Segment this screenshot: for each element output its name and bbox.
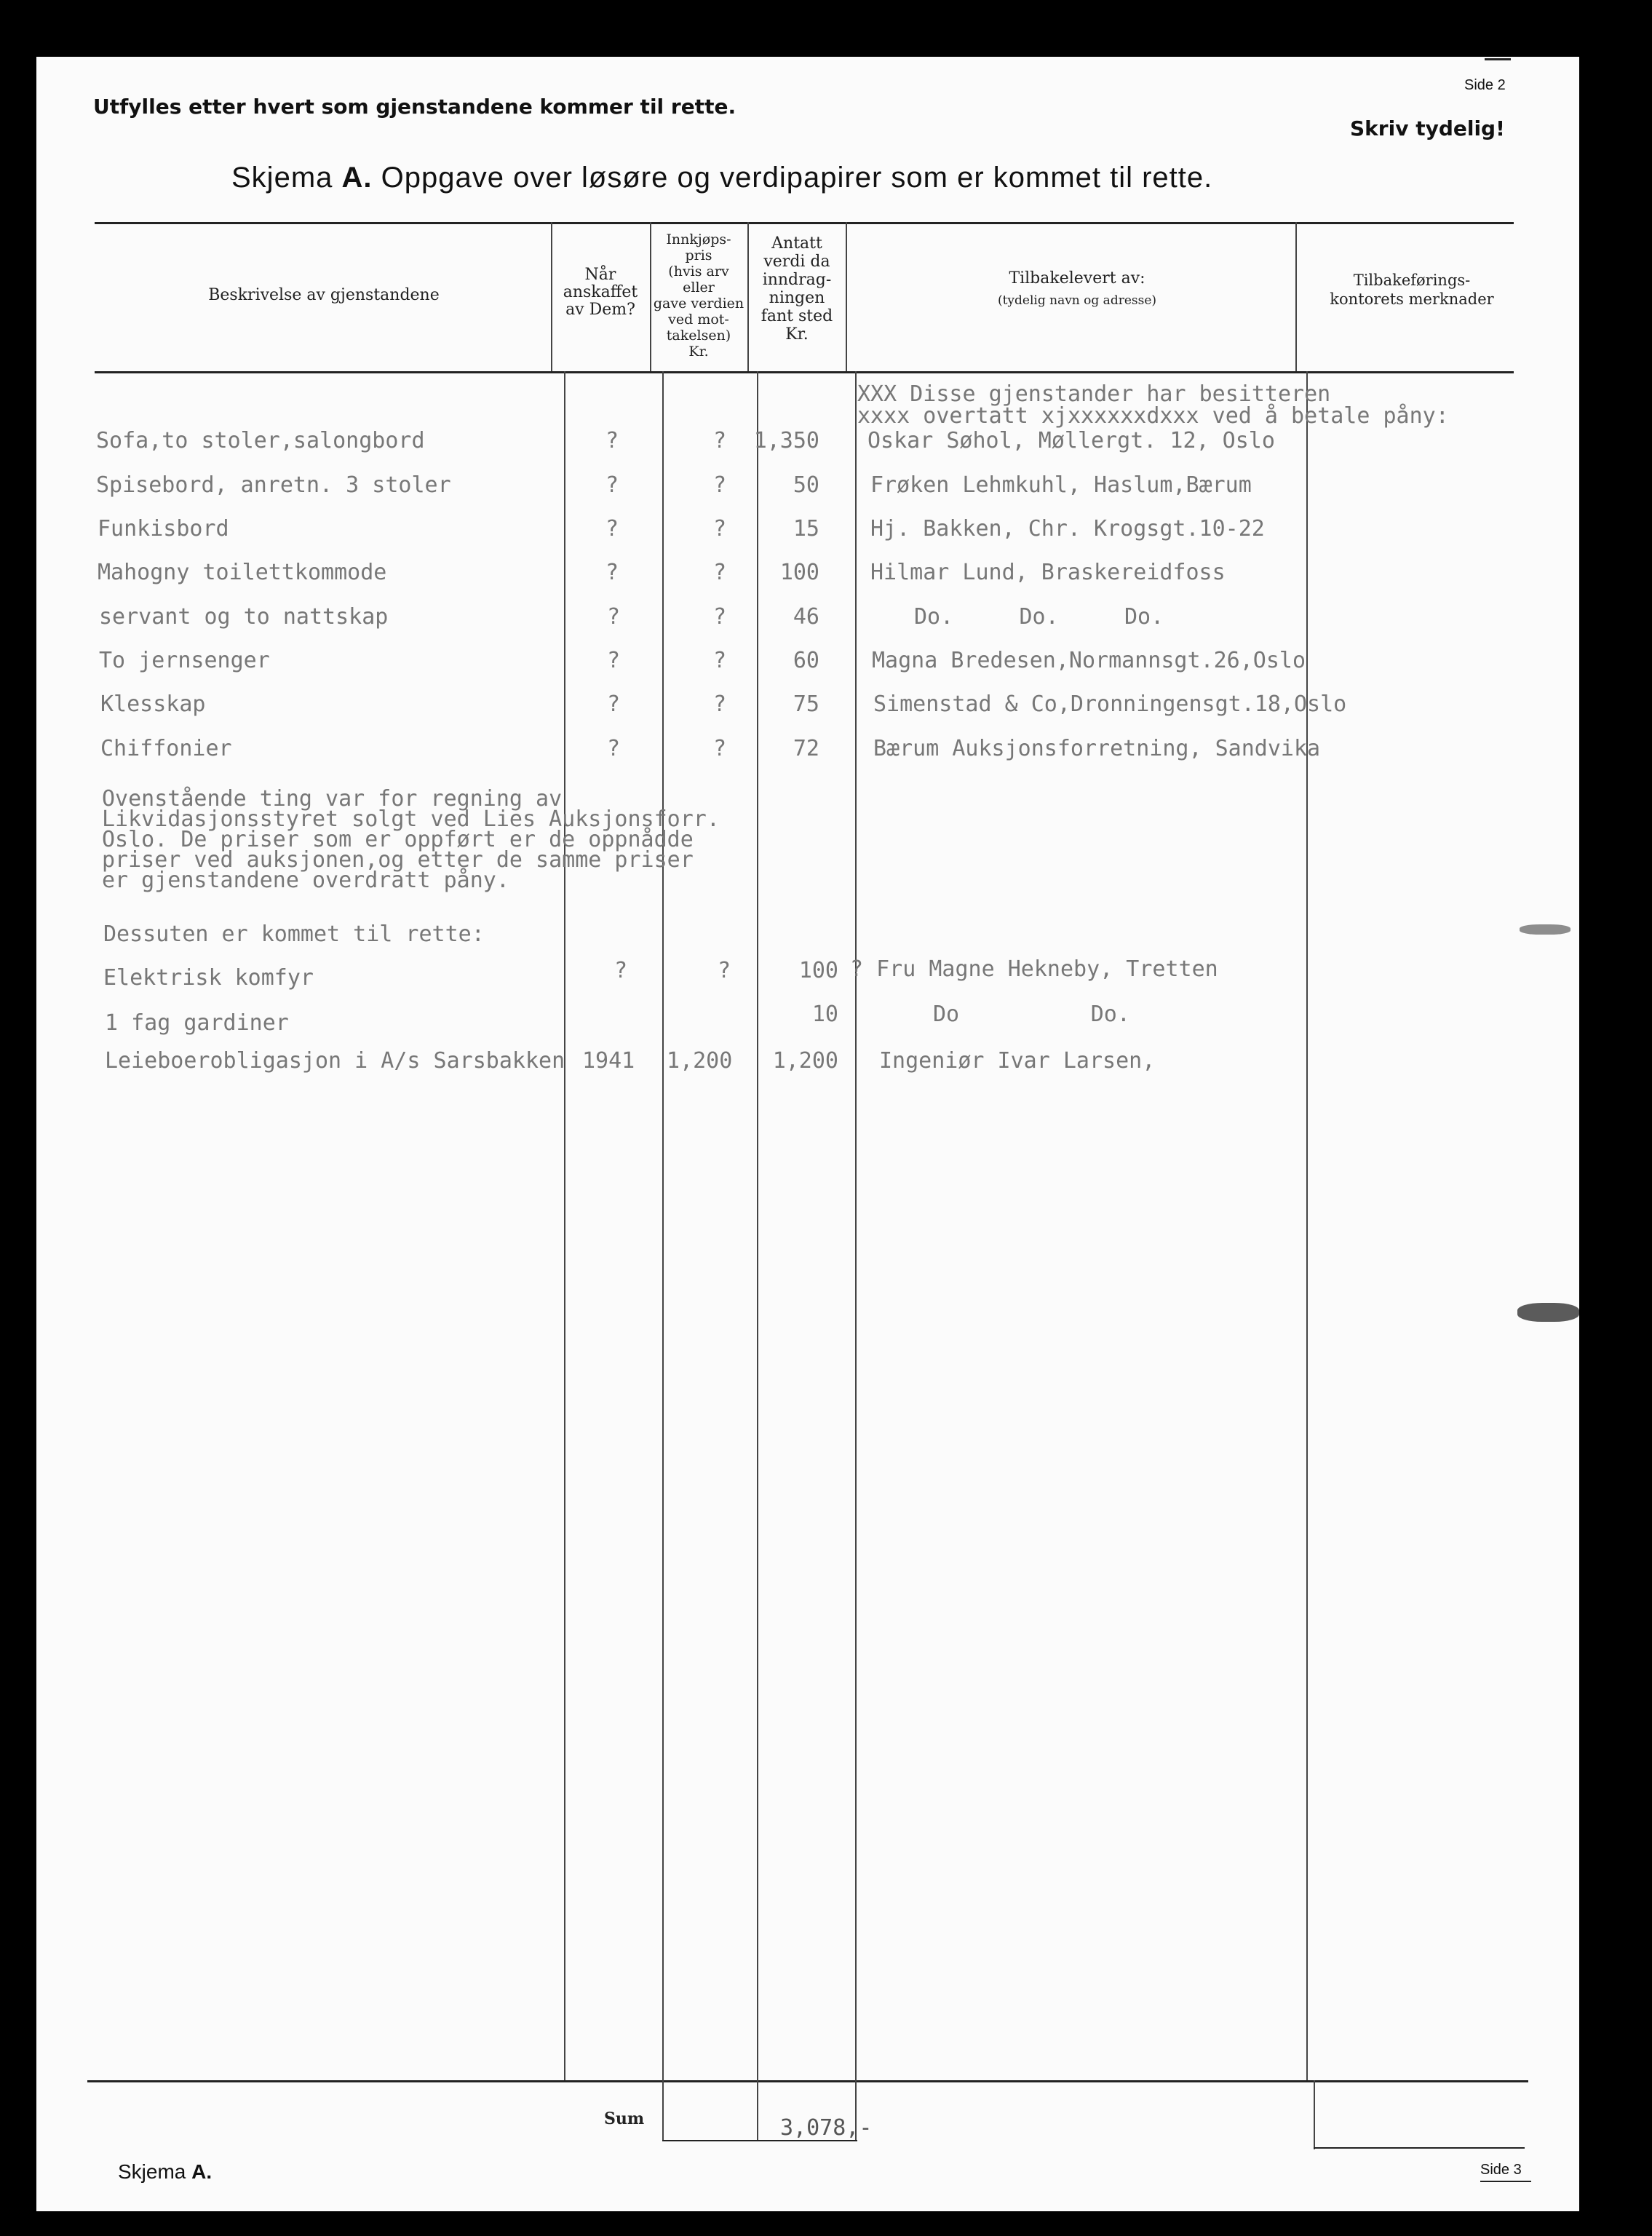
form-page (36, 57, 1579, 2211)
item-returned-by: Magna Bredesen,Normannsgt.26,Oslo (872, 648, 1306, 673)
item-returned-by: Ingeniør Ivar Larsen, (879, 1048, 1156, 1074)
item-acquired: ? (607, 736, 621, 761)
paragraph-line: priser ved auksjonen,og etter de samme priser (102, 847, 694, 873)
note-line-2: xxxx overtatt xjxxxxxxdxxx ved å betale påny: (857, 403, 1449, 429)
form-title-letter: A. (341, 162, 373, 194)
form-title (231, 162, 1212, 194)
top-instruction: Utfylles etter hvert som gjenstandene kommer til rette. (93, 95, 736, 119)
item-returned-by: Simenstad & Co,Dronningensgt.18,Oslo (873, 691, 1347, 717)
col-header-returned-by-sub: (tydelig navn og adresse) (997, 293, 1157, 308)
item-purchase-price: ? (713, 736, 727, 761)
item-value: 75 (793, 691, 819, 717)
col-header-acquired: Når anskaffet av Dem? (563, 266, 638, 319)
item-acquired: 1941 (582, 1048, 635, 1074)
page-number-underline (1480, 2181, 1531, 2182)
item-purchase-price: 1,200 (667, 1048, 733, 1074)
table-top-rule (95, 222, 1514, 224)
col-header-returned-by: Tilbakelevert av: (1009, 269, 1145, 288)
item-purchase-price: ? (713, 691, 727, 717)
item-acquired: ? (605, 472, 619, 498)
remarks-box-bottom (1314, 2147, 1525, 2149)
col-divider-3 (757, 371, 758, 2140)
col-header-description: Beskrivelse av gjenstandene (208, 286, 440, 304)
item-acquired: ? (607, 691, 621, 717)
write-clearly-note: Skriv tydelig! (1350, 116, 1505, 140)
item-description: Elektrisk komfyr (103, 965, 314, 991)
page-number-top: Side 2 (1464, 77, 1506, 93)
item-description: Leieboerobligasjon i A/s Sarsbakken (105, 1048, 565, 1074)
item-description: To jernsenger (99, 648, 270, 673)
item-description: Mahogny toilettkommode (98, 560, 387, 585)
item-value: 1,350 (753, 428, 819, 453)
item-value: 10 (811, 1002, 838, 1027)
item-description: Sofa,to stoler,salongbord (96, 428, 425, 453)
item-value: 100 (779, 560, 819, 585)
item-returned-by: Do Do. (933, 1002, 1130, 1027)
item-description: Funkisbord (98, 516, 229, 542)
item-returned-by: Frøken Lehmkuhl, Haslum,Bærum (870, 472, 1252, 498)
item-purchase-price: ? (713, 428, 727, 453)
col-divider-5-head (1295, 222, 1297, 371)
item-description: servant og to nattskap (99, 604, 389, 630)
item-acquired: ? (607, 648, 621, 673)
item-value: 46 (793, 604, 819, 630)
item-value: 60 (793, 648, 819, 673)
form-title-prefix: Skjema (231, 162, 333, 194)
col-divider-1-head (551, 222, 552, 371)
col-header-office-remarks: Tilbakeførings- kontorets merknader (1330, 271, 1494, 308)
note-line-1: XXX Disse gjenstander har besitteren (857, 381, 1331, 407)
item-value: 1,200 (772, 1048, 838, 1074)
item-description: Chiffonier (100, 736, 232, 761)
item-returned-by: Oskar Søhol, Møllergt. 12, Oslo (867, 428, 1275, 453)
paragraph-line: er gjenstandene overdratt påny. (102, 868, 509, 893)
scan-smudge (1517, 1303, 1579, 1322)
item-acquired: ? (605, 560, 619, 585)
corner-mark (1485, 58, 1511, 60)
item-acquired: ? (605, 428, 619, 453)
table-bottom-rule (87, 2080, 1528, 2082)
item-returned-by: Do. Do. Do. (914, 604, 1164, 630)
col-header-estimated-value: Antatt verdi da inndrag- ningen fant sted Kr. (761, 234, 833, 344)
col-divider-4 (855, 371, 857, 2140)
item-purchase-price: ? (713, 472, 727, 498)
col-header-purchase-price: Innkjøps- pris (hvis arv eller gave verdien ved mot- takelsen) Kr. (653, 231, 744, 360)
header-bottom-rule (95, 371, 1514, 373)
item-purchase-price: ? (713, 648, 727, 673)
sum-value: 3,078,- (780, 2115, 873, 2141)
item-returned-by: Hj. Bakken, Chr. Krogsgt.10-22 (870, 516, 1265, 542)
item-purchase-price: ? (718, 958, 731, 983)
footer-form-letter: A. (191, 2160, 213, 2183)
item-value: 100 (798, 958, 838, 983)
item-purchase-price: ? (713, 560, 727, 585)
also-returned-heading: Dessuten er kommet til rette: (103, 921, 485, 947)
footer-form-label (118, 2160, 212, 2184)
col-divider-2 (662, 371, 664, 2140)
paragraph-line: Likvidasjonsstyret solgt ved Lies Auksjonsforr. (102, 806, 720, 832)
paragraph-line: Oslo. De priser som er oppført er de oppnådde (102, 827, 694, 852)
col-divider-1 (564, 371, 565, 2080)
item-acquired: ? (614, 958, 628, 983)
paragraph-line: Ovenstående ting var for regning av (102, 786, 563, 812)
auction-paragraph (102, 786, 720, 893)
item-acquired: ? (607, 604, 621, 630)
item-purchase-price: ? (713, 516, 727, 542)
footer-form-prefix: Skjema (118, 2160, 186, 2183)
col-divider-4-head (846, 222, 847, 371)
item-acquired: ? (605, 516, 619, 542)
col-divider-3-head (747, 222, 749, 371)
item-returned-by: ? Fru Magne Hekneby, Tretten (850, 956, 1218, 982)
item-returned-by: Hilmar Lund, Braskereidfoss (870, 560, 1226, 585)
form-title-rest: Oppgave over løsøre og verdipapirer som er kommet til rette. (381, 162, 1213, 194)
page-number-bottom: Side 3 (1480, 2162, 1522, 2178)
item-description: Klesskap (100, 691, 206, 717)
item-description: Spisebord, anretn. 3 stoler (96, 472, 451, 498)
item-returned-by: Bærum Auksjonsforretning, Sandvika (873, 736, 1321, 761)
item-value: 15 (793, 516, 819, 542)
item-value: 50 (793, 472, 819, 498)
sum-label: Sum (604, 2109, 645, 2128)
item-purchase-price: ? (713, 604, 727, 630)
remarks-box-left (1314, 2080, 1315, 2149)
item-value: 72 (793, 736, 819, 761)
item-description: 1 fag gardiner (105, 1010, 289, 1036)
scan-smudge (1520, 924, 1570, 935)
col-divider-5 (1306, 371, 1308, 2080)
